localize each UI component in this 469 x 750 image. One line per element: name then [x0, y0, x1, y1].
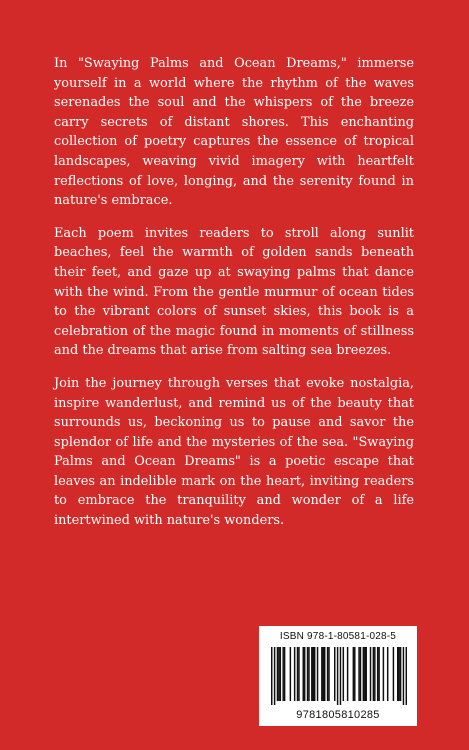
- barcode-bar: [323, 647, 324, 701]
- blurb-paragraph-2: Each poem invites readers to stroll along sunlit beaches, feel the warmth of golden sands beneath their feet, and gaze up at swaying palms that dance with the wind. From the gentle murmur of ocean tides to the vibrant colors of sunset skies, this book is a celebration of the magic found in moments of stillness and the dreams that arise from salting sea breezes.: [54, 225, 414, 359]
- barcode-bar: [383, 647, 384, 701]
- barcode-bar: [387, 647, 388, 701]
- barcode-bar: [364, 647, 365, 701]
- barcode-graphic: [271, 647, 407, 705]
- barcode-bar: [373, 647, 374, 701]
- barcode-bar: [280, 647, 281, 701]
- barcode-bar: [321, 647, 322, 701]
- barcode-bar: [317, 647, 318, 701]
- barcode-bar: [278, 647, 279, 701]
- barcode-bar: [274, 647, 275, 705]
- barcode-bar: [313, 647, 314, 701]
- barcode-bar: [360, 647, 361, 701]
- barcode-bar: [334, 647, 335, 701]
- barcode-bar: [337, 647, 338, 705]
- barcode-bar: [308, 647, 309, 701]
- barcode-bar: [307, 647, 308, 701]
- barcode-bar: [363, 647, 364, 701]
- barcode-bar: [298, 647, 299, 701]
- barcode-bar: [328, 647, 329, 701]
- barcode-digits: 9781805810285: [296, 709, 380, 721]
- isbn-barcode-box: [259, 626, 417, 726]
- barcode-bar: [282, 647, 283, 701]
- barcode-bar: [302, 647, 303, 701]
- barcode-bar: [406, 647, 407, 705]
- barcode-bar: [400, 647, 401, 701]
- barcode-bar: [347, 647, 348, 701]
- blurb-paragraph-1: In "Swaying Palms and Ocean Dreams," immerse yourself in a world where the rhythm of the waves serenades the soul and the whispers of the breeze carry secrets of distant shores. This enchanting collection of poetry captures the essence of tropical landscapes, weaving vivid imagery with heartfelt reflections of love, longing, and the serenity found in nature's embrace.: [54, 56, 414, 209]
- barcode-bar: [327, 647, 328, 701]
- barcode-bar: [370, 647, 371, 701]
- back-cover-blurb: [54, 54, 414, 544]
- barcode-bar: [377, 647, 378, 701]
- barcode-bar: [358, 647, 359, 701]
- barcode-bar: [340, 647, 341, 705]
- barcode-bar: [365, 647, 366, 701]
- barcode-bar: [398, 647, 399, 701]
- barcode-bar: [314, 647, 315, 701]
- barcode-bar: [290, 647, 291, 701]
- isbn-label: ISBN 978-1-80581-028-5: [279, 631, 397, 642]
- barcode-bar: [284, 647, 285, 701]
- barcode-bar: [353, 647, 354, 701]
- barcode-bar: [324, 647, 325, 701]
- barcode-bar: [403, 647, 404, 705]
- barcode-bar: [378, 647, 379, 701]
- barcode-bar: [354, 647, 355, 701]
- barcode-bar: [311, 647, 312, 701]
- barcode-bar: [343, 647, 344, 701]
- barcode-bar: [277, 647, 278, 701]
- barcode-bar: [393, 647, 394, 701]
- barcode-bar: [374, 647, 375, 701]
- barcode-bar: [297, 647, 298, 701]
- barcode-bar: [294, 647, 295, 701]
- blurb-paragraph-3: Join the journey through verses that evoke nostalgia, inspire wanderlust, and remind us of the beauty that surrounds us, beckoning us to pause and savor the splendor of life and the mysteries of the sea. "Swaying Palms and Ocean Dreams" is a poetic escape that leaves an indelible mark on the heart, inviting readers to embrace the tranquility and wonder of a life intertwined with nature's wonders.: [54, 375, 414, 529]
- barcode-bar: [397, 647, 398, 701]
- barcode-bar: [271, 647, 272, 705]
- barcode-bar: [304, 647, 305, 701]
